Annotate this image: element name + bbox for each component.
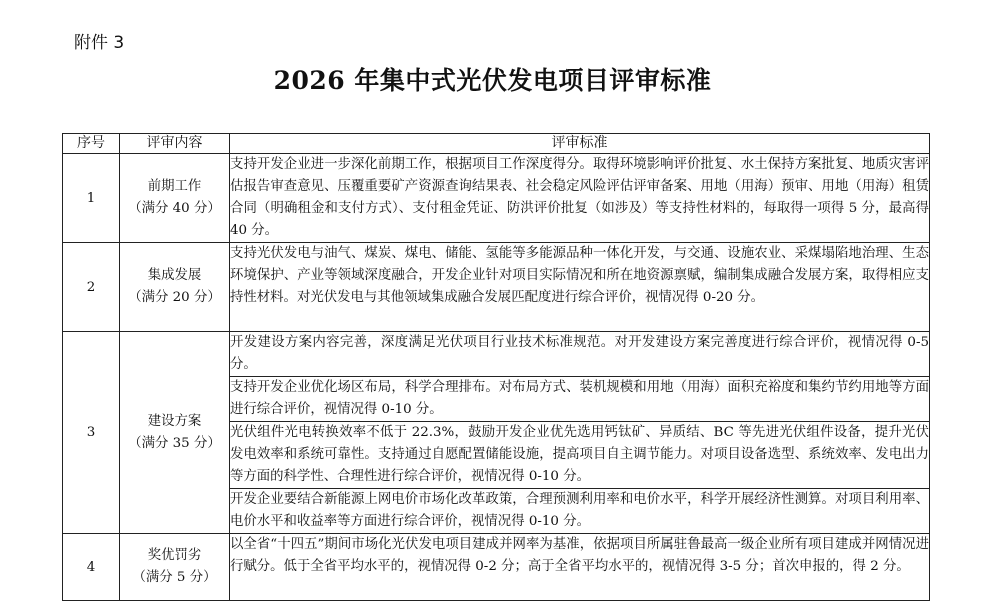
standard-cell: 开发企业要结合新能源上网电价市场化改革政策，合理预测利用率和电价水平，科学开展经济性测算。对项目利用率、电价水平和收益率等方面进行综合评价，视情况得 0-10 分。 — [230, 489, 930, 534]
content-name: 前期工作 — [147, 179, 202, 194]
row-content — [120, 332, 230, 534]
table-row — [63, 332, 930, 377]
row-content — [120, 154, 230, 243]
table-row — [63, 243, 930, 332]
standard-cell: 以全省“十四五”期间市场化光伏发电项目建成并网率为基准，依据项目所属驻鲁最高一级企业所有项目建成并网情况进行赋分。低于全省平均水平的，视情况得 0-2 分；高于全省平均水平的，视情况得 3-5 分；首次申报的，得 2 分。 — [230, 534, 930, 601]
attachment-label: 附件 3 — [74, 33, 125, 53]
header-content: 评审内容 — [120, 134, 230, 154]
header-no: 序号 — [63, 134, 120, 154]
content-name: 建设方案 — [147, 413, 202, 429]
header-standard: 评审标准 — [230, 134, 930, 154]
row-number: 3 — [63, 332, 120, 534]
standard-cell: 开发建设方案内容完善，深度满足光伏项目行业技术标准规范。对开发建设方案完善度进行综合评价，视情况得 0-5 分。 — [230, 332, 930, 377]
row-number: 4 — [63, 534, 120, 601]
row-content — [120, 243, 230, 332]
content-name: 奖优罚劣 — [147, 548, 202, 563]
standard-cell: 光伏组件光电转换效率不低于 22.3%，鼓励开发企业优先选用钙钛矿、异质结、BC 等先进光伏组件设备，提升光伏发电效率和系统可靠性。支持通过自愿配置储能设施，提高项目自主调节能力。对项目设备选型、系统效率、发电出力等方面的科学性、合理性进行综合评价，视情况得 0-10 分。 — [230, 422, 930, 489]
content-score: （满分 40 分） — [128, 201, 221, 216]
standard-cell: 支持开发企业进一步深化前期工作，根据项目工作深度得分。取得环境影响评价批复、水土保持方案批复、地质灾害评估报告审查意见、压覆重要矿产资源查询结果表、社会稳定风险评估评审备案、用地（用海）预审、用地（用海）租赁合同（明确租金和支付方式）、支付租金凭证、防洪评价批复（如涉及）等支持性材料的，每取得一项得 5 分，最高得 40 分。 — [230, 154, 930, 243]
table-row — [63, 154, 930, 243]
content-score: （满分 5 分） — [132, 570, 217, 585]
row-content — [120, 534, 230, 601]
content-name: 集成发展 — [147, 268, 202, 283]
standard-cell: 支持光伏发电与油气、煤炭、煤电、储能、氢能等多能源品种一体化开发，与交通、设施农业、采煤塌陷地治理、生态环境保护、产业等领域深度融合，开发企业针对项目实际情况和所在地资源禀赋，编制集成融合发展方案，取得相应支持性材料。对光伏发电与其他领域集成融合发展匹配度进行综合评价，视情况得 0-20 分。 — [230, 243, 930, 332]
table-row — [63, 534, 930, 601]
table-header-row — [63, 134, 930, 154]
row-number: 2 — [63, 243, 120, 332]
document-title: 2026 年集中式光伏发电项目评审标准 — [273, 66, 712, 95]
standard-cell: 支持开发企业优化场区布局，科学合理排布。对布局方式、装机规模和用地（用海）面积充裕度和集约节约用地等方面进行综合评价，视情况得 0-10 分。 — [230, 377, 930, 422]
criteria-table — [62, 133, 930, 601]
content-score: （满分 35 分） — [128, 435, 221, 451]
row-number: 1 — [63, 154, 120, 243]
content-score: （满分 20 分） — [128, 290, 221, 305]
